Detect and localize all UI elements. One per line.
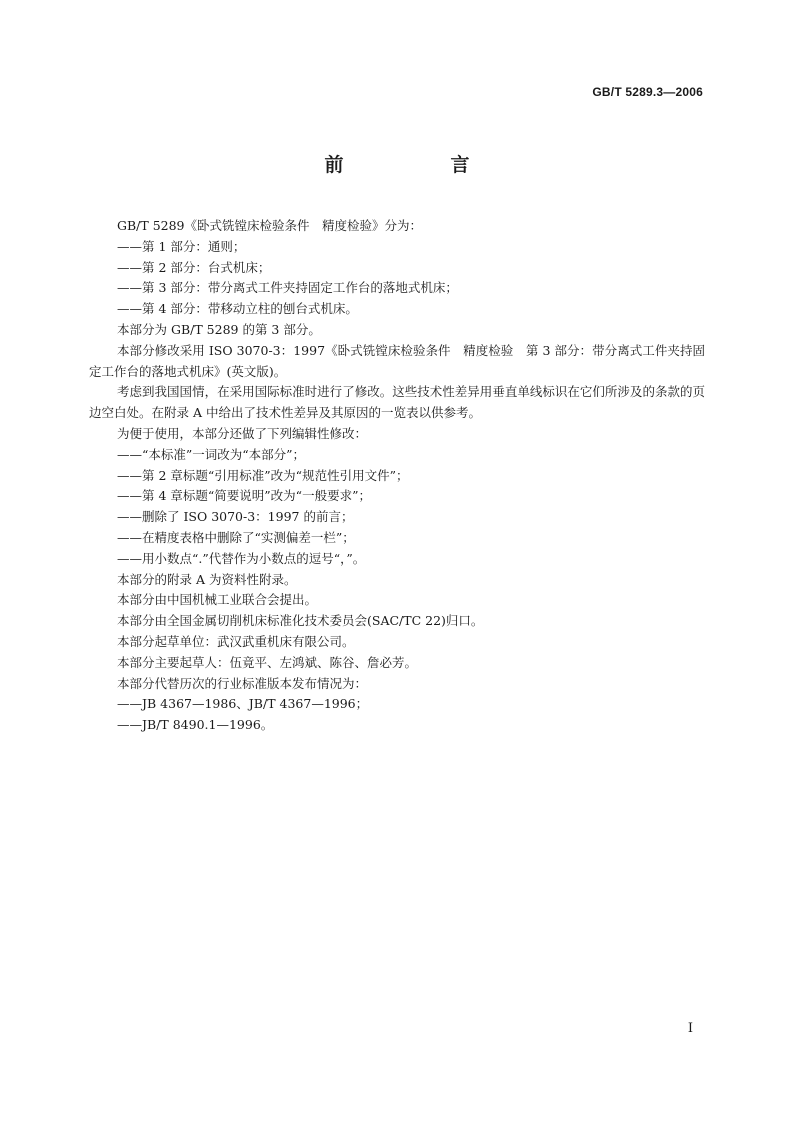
standard-code: GB/T 5289.3—2006	[592, 85, 703, 99]
paragraph: 本部分由中国机械工业联合会提出。	[117, 592, 318, 608]
paragraph: 本部分修改采用 ISO 3070-3：1997《卧式铣镗床检验条件 精度检验 第 3 部分：带分离式工件夹持固定工作台的落地式机床》(英文版)。	[89, 342, 705, 379]
list-item: ——第 4 部分：带移动立柱的刨台式机床。	[117, 301, 358, 317]
list-item: ——第 3 部分：带分离式工件夹持固定工作台的落地式机床；	[117, 280, 458, 296]
foreword-body	[89, 216, 705, 736]
paragraph: 本部分主要起草人：伍竟平、左鸿斌、陈谷、詹必芳。	[117, 654, 418, 670]
paragraph: 本部分起草单位：武汉武重机床有限公司。	[117, 633, 355, 649]
list-item: ——在精度表格中删除了“实测偏差一栏”；	[117, 529, 355, 545]
paragraph: 本部分为 GB/T 5289 的第 3 部分。	[117, 321, 321, 337]
list-item: ——用小数点“.”代替作为小数点的逗号“，”。	[117, 550, 366, 566]
paragraph: 本部分的附录 A 为资料性附录。	[117, 571, 297, 587]
list-item: ——删除了 ISO 3070-3：1997 的前言；	[117, 509, 354, 525]
paragraph: 本部分由全国金属切削机床标准化技术委员会(SAC/TC 22)归口。	[117, 613, 484, 629]
list-item: ——JB/T 8490.1—1996。	[117, 717, 274, 733]
paragraph: 为便于使用，本部分还做了下列编辑性修改：	[117, 425, 368, 441]
list-item: ——“本标准”一词改为“本部分”；	[117, 446, 306, 462]
page-number: I	[687, 1021, 693, 1036]
list-item: ——第 2 部分：台式机床；	[117, 259, 271, 275]
paragraph: 考虑到我国国情，在采用国际标准时进行了修改。这些技术性差异用垂直单线标识在它们所涉及的条款的页边空白处。在附录 A 中给出了技术性差异及其原因的一览表以供参考。	[89, 384, 705, 421]
list-item: ——JB 4367—1986、JB/T 4367—1996；	[117, 696, 369, 712]
page-title: 前 言	[324, 154, 514, 176]
list-item: ——第 4 章标题“简要说明”改为“一般要求”；	[117, 488, 371, 504]
list-item: ——第 2 章标题“引用标准”改为“规范性引用文件”；	[117, 467, 409, 483]
list-item: ——第 1 部分：通则；	[117, 238, 246, 254]
paragraph: 本部分代替历次的行业标准版本发布情况为：	[117, 675, 368, 691]
paragraph: GB/T 5289《卧式铣镗床检验条件 精度检验》分为：	[117, 218, 423, 233]
